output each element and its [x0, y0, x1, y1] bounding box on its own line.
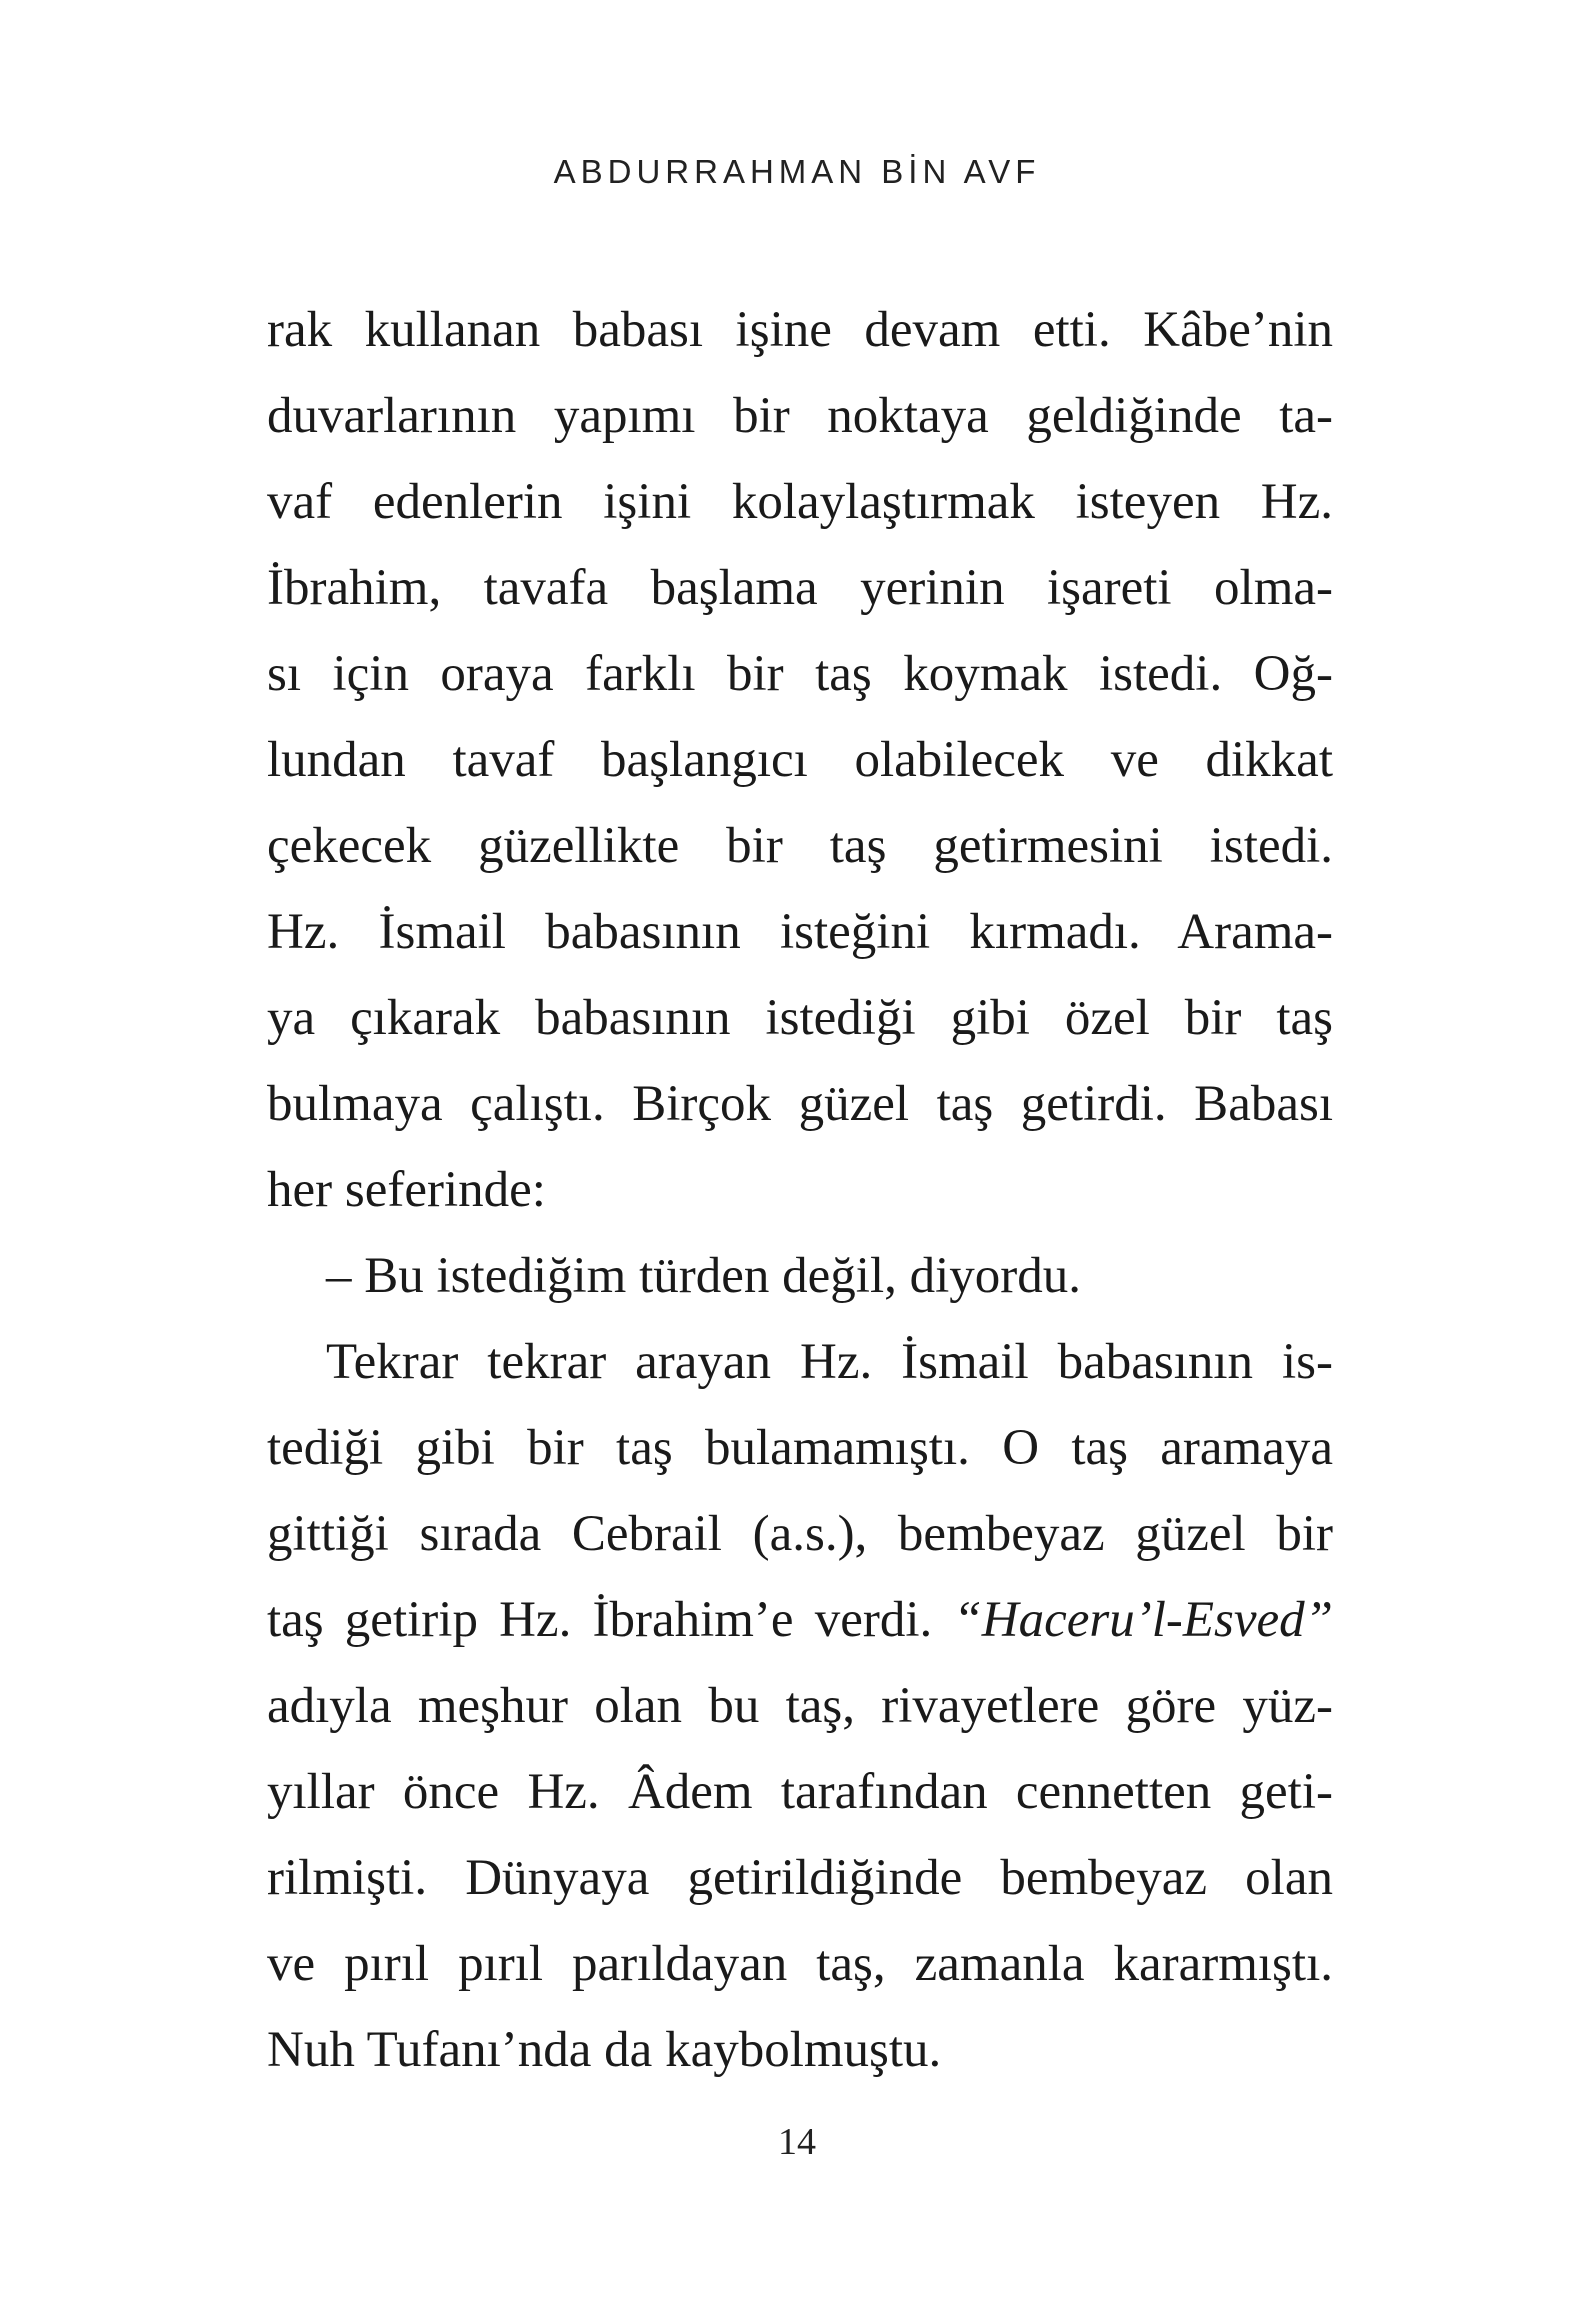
text-line: [267, 1061, 1333, 1147]
text-line: [267, 1491, 1333, 1577]
text-line-segment: rilmişti. Dünyaya getirildiğinde bembeyaz olan: [267, 1850, 1333, 1906]
text-line-segment: bulmaya çalıştı. Birçok güzel taş getirdi. Babası: [267, 1076, 1333, 1132]
text-line-segment: adıyla meşhur olan bu taş, rivayetlere göre yüz-: [267, 1678, 1333, 1734]
text-line: [267, 631, 1333, 717]
text-line-segment: ve pırıl pırıl parıldayan taş, zamanla kararmıştı.: [267, 1936, 1333, 1992]
running-header-title: ABDURRAHMAN BİN AVF: [553, 153, 1041, 190]
text-line-segment: duvarlarının yapımı bir noktaya geldiğinde ta-: [267, 388, 1333, 444]
text-line: [267, 459, 1333, 545]
text-line: [267, 1147, 1333, 1233]
text-line: [267, 717, 1333, 803]
text-line-segment: Hz. İsmail babasının isteğini kırmadı. Arama-: [267, 904, 1333, 960]
text-line-segment: – Bu istediğim türden değil, diyordu.: [326, 1248, 1082, 1304]
text-line: [267, 1835, 1333, 1921]
text-line-segment: çekecek güzellikte bir taş getirmesini istedi.: [267, 818, 1333, 874]
body-text: [267, 287, 1333, 2093]
text-line-segment: İbrahim, tavafa başlama yerinin işareti olma-: [267, 560, 1333, 616]
text-line: [267, 1405, 1333, 1491]
text-line-segment: vaf edenlerin işini kolaylaştırmak isteyen Hz.: [267, 474, 1333, 530]
text-line: [267, 889, 1333, 975]
text-line: [267, 373, 1333, 459]
text-line: [267, 545, 1333, 631]
text-line: [267, 1233, 1333, 1319]
text-line-segment: rak kullanan babası işine devam etti. Kâbe’nin: [267, 302, 1333, 358]
text-line: [267, 1319, 1333, 1405]
text-line: [267, 287, 1333, 373]
text-line: [267, 2007, 1333, 2093]
text-line-segment: yıllar önce Hz. Âdem tarafından cennetten geti-: [267, 1764, 1333, 1820]
text-line-segment: gittiği sırada Cebrail (a.s.), bembeyaz güzel bir: [267, 1506, 1333, 1562]
text-line: [267, 1921, 1333, 2007]
italic-term: “Haceru’l-Esved”: [953, 1592, 1333, 1648]
text-line: [267, 1663, 1333, 1749]
text-line-segment: Tekrar tekrar arayan Hz. İsmail babasının is-: [326, 1334, 1333, 1390]
text-line-segment: tediği gibi bir taş bulamamıştı. O taş aramaya: [267, 1420, 1333, 1476]
text-line-segment: ya çıkarak babasının istediği gibi özel bir taş: [267, 990, 1333, 1046]
text-line: [267, 1749, 1333, 1835]
text-line-segment: sı için oraya farklı bir taş koymak istedi. Oğ-: [267, 646, 1333, 702]
text-line: [267, 975, 1333, 1061]
text-line: [267, 1577, 1333, 1663]
text-line-segment: taş getirip Hz. İbrahim’e verdi.: [267, 1592, 954, 1648]
text-line-segment: Nuh Tufanı’nda da kaybolmuştu.: [267, 2022, 942, 2078]
text-line-segment: her seferinde:: [267, 1162, 546, 1218]
text-line: [267, 803, 1333, 889]
page-number: 14: [778, 2121, 816, 2163]
text-line-segment: lundan tavaf başlangıcı olabilecek ve dikkat: [267, 732, 1333, 788]
